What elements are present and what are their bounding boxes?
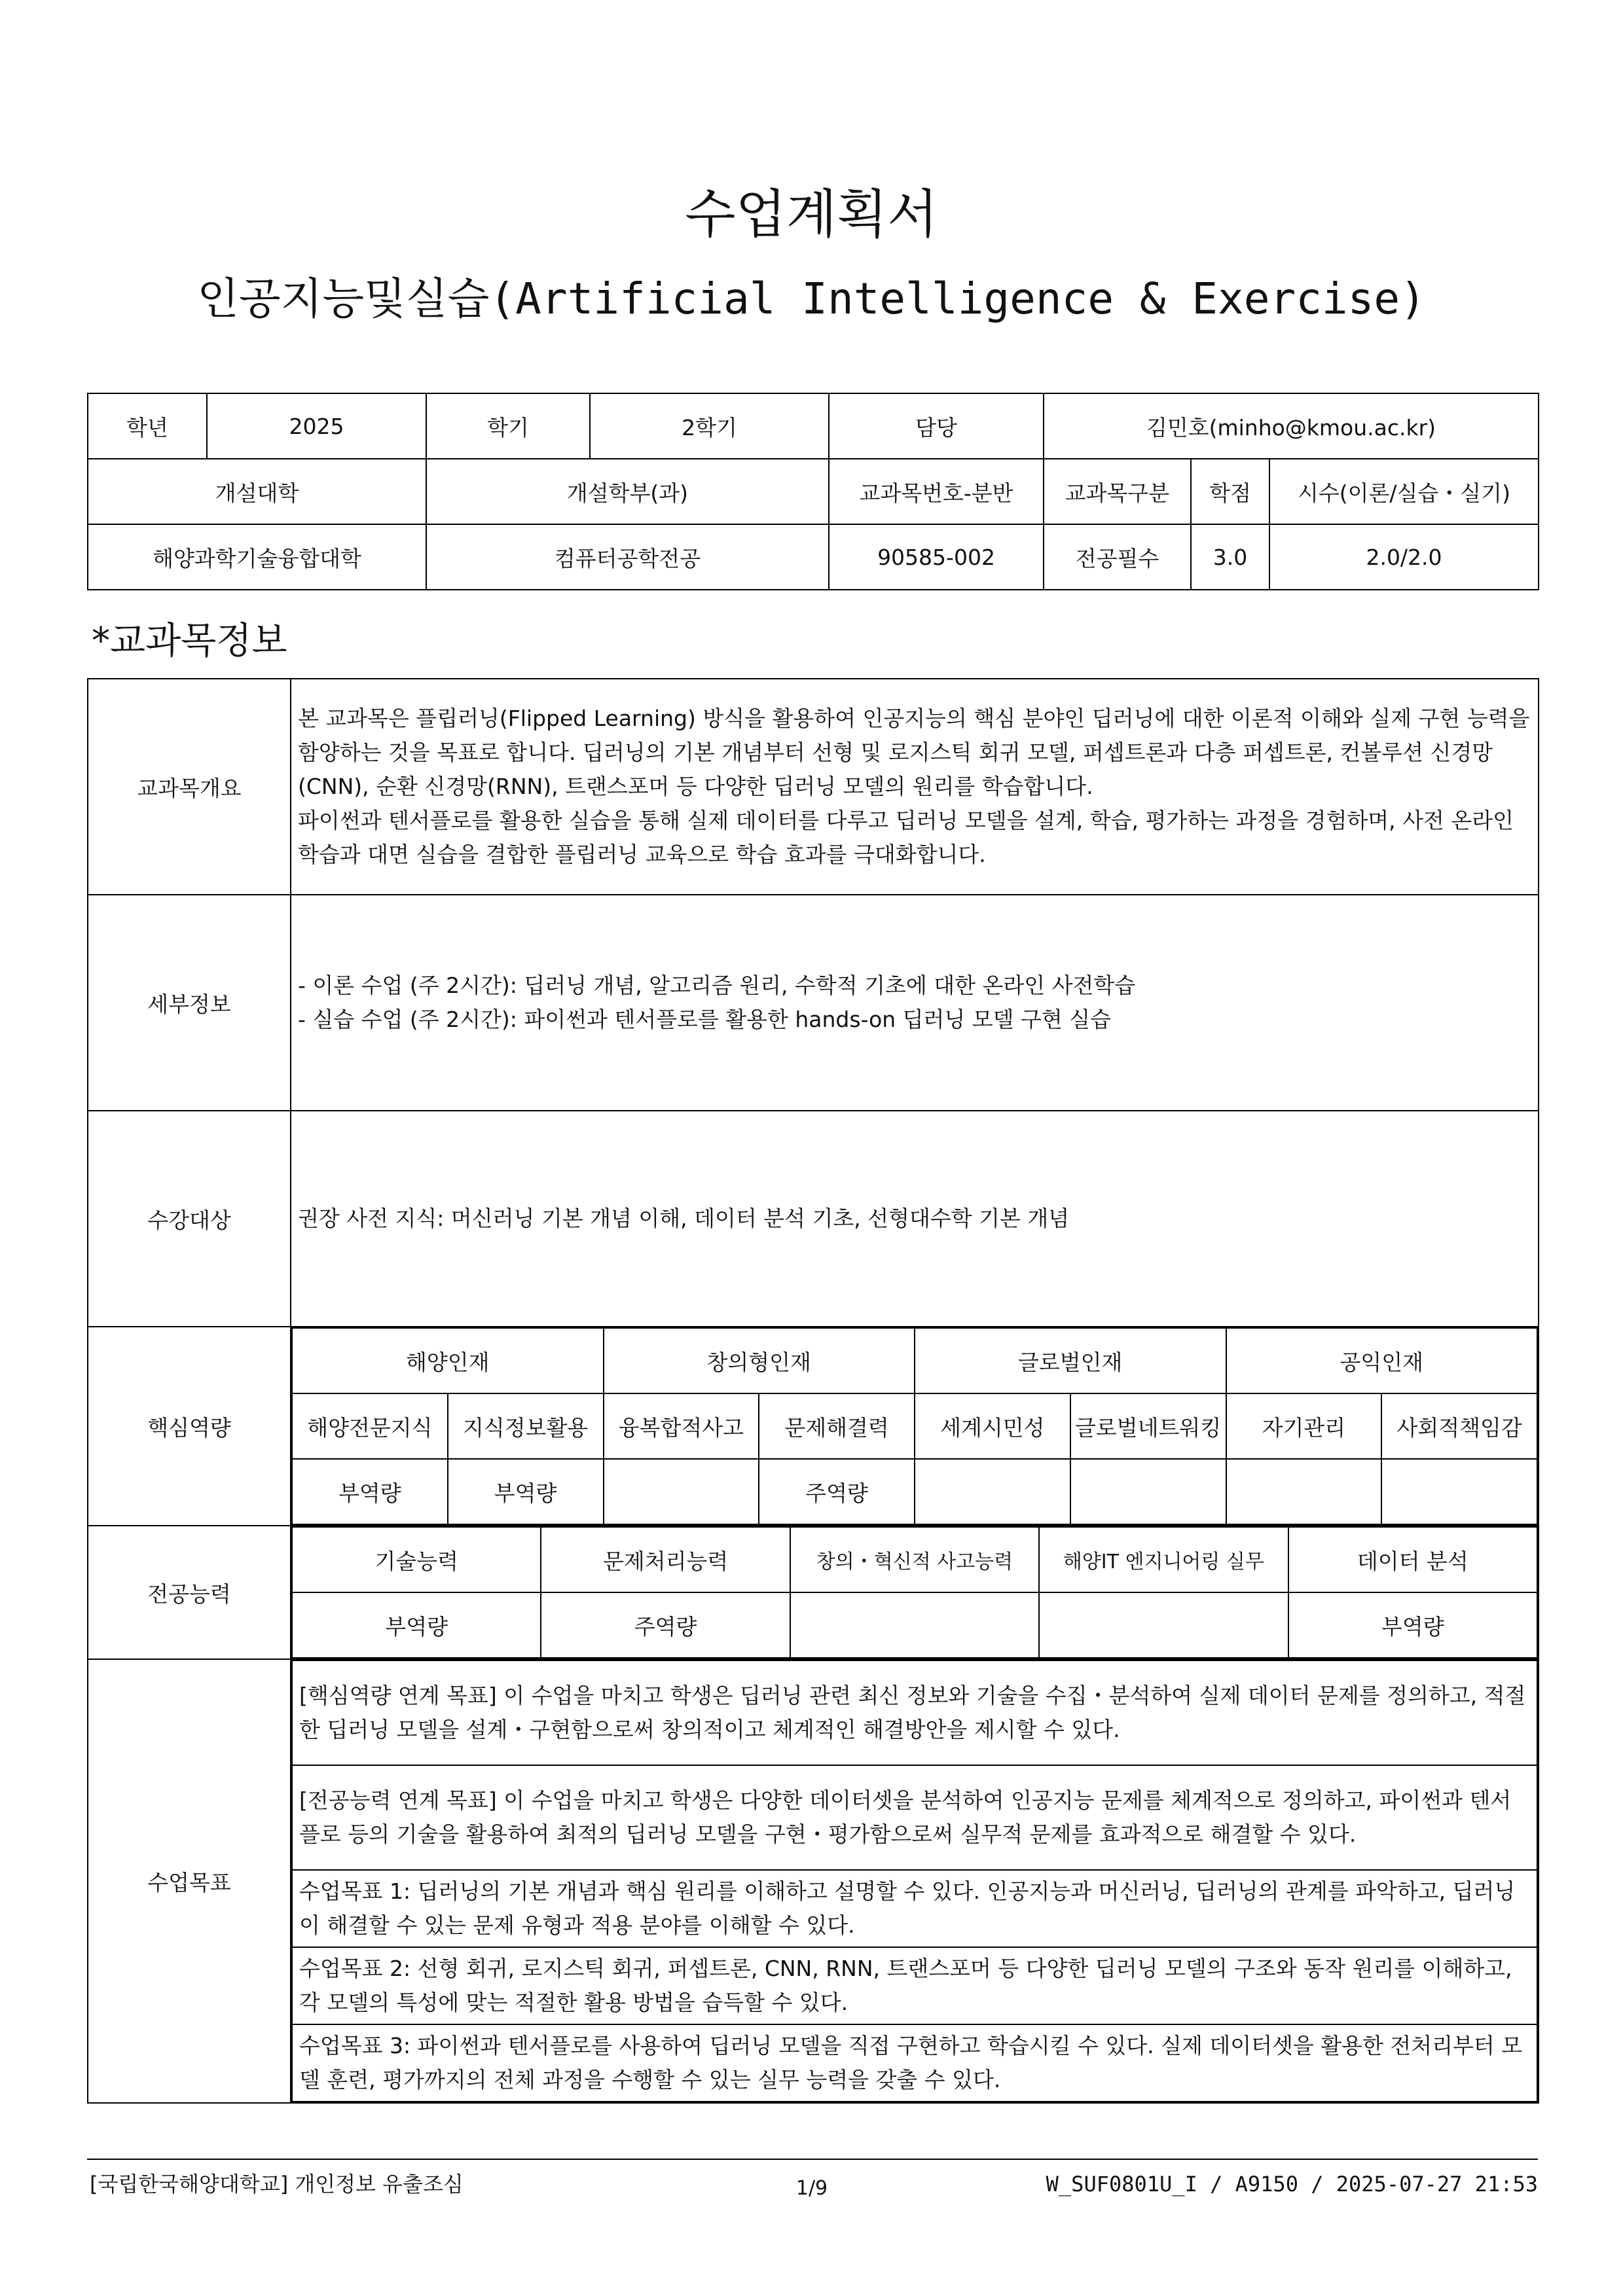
core-item: 지식정보활용 (448, 1393, 604, 1459)
major-competency-table (291, 1526, 1538, 1659)
major-competency-cell (291, 1526, 1539, 1659)
major-level: 주역량 (541, 1592, 790, 1658)
document-title: 수업계획서 (685, 184, 938, 245)
core-item: 문제해결력 (759, 1393, 915, 1459)
core-level: 부역량 (292, 1459, 448, 1524)
instructor-value: 김민호(minho@kmou.ac.kr) (1044, 393, 1539, 459)
goal-item: 수업목표 3: 파이썬과 텐서플로를 사용하여 딥러닝 모델을 직접 구현하고 학습시킬 수 있다. 실제 데이터셋을 활용한 전처리부터 모델 훈련, 평가까지의 전체 과정을 수행할 수 있는 실무 능력을 갖출 수 있다. (292, 2024, 1537, 2102)
detail-label: 세부정보 (88, 895, 291, 1111)
hours-label: 시수(이론/실습・실기) (1269, 459, 1539, 524)
code-label: 교과목번호-분반 (829, 459, 1044, 524)
goal-item: 수업목표 2: 선형 회귀, 로지스틱 회귀, 퍼셉트론, CNN, RNN, 트랜스포머 등 다양한 딥러닝 모델의 구조와 동작 원리를 이해하고, 각 모델의 특성에 맞는 적절한 활용 방법을 습득할 수 있다. (292, 1947, 1537, 2024)
section-title: *교과목정보 (92, 620, 287, 662)
footer-notice: [국립한국해양대학교] 개인정보 유출조심 (90, 2172, 464, 2197)
credit-label: 학점 (1191, 459, 1269, 524)
core-level: 부역량 (448, 1459, 604, 1524)
core-level: 주역량 (759, 1459, 915, 1524)
course-detail-table (87, 678, 1539, 2104)
course-subtitle: 인공지능및실습(Artificial Intelligence & Exercise) (197, 274, 1426, 324)
core-item: 글로벌네트워킹 (1070, 1393, 1226, 1459)
core-item: 자기관리 (1226, 1393, 1382, 1459)
major-level: 부역량 (292, 1592, 541, 1658)
major-item: 데이터 분석 (1288, 1527, 1537, 1592)
core-level (1381, 1459, 1537, 1524)
core-item: 사회적책임감 (1381, 1393, 1537, 1459)
detail-text (291, 895, 1539, 1111)
college-value: 해양과학기술융합대학 (88, 524, 426, 590)
core-level (604, 1459, 759, 1524)
overview-text (291, 679, 1539, 895)
core-level (1070, 1459, 1226, 1524)
course-info-table (87, 393, 1539, 590)
core-level (1226, 1459, 1382, 1524)
dept-value: 컴퓨터공학전공 (426, 524, 829, 590)
hours-value: 2.0/2.0 (1269, 524, 1539, 590)
major-level (790, 1592, 1039, 1658)
footer-divider (87, 2159, 1538, 2160)
core-item: 융복합적사고 (604, 1393, 759, 1459)
core-competency-table (291, 1327, 1538, 1525)
overview-paragraph-1: 본 교과목은 플립러닝(Flipped Learning) 방식을 활용하여 인공지능의 핵심 분야인 딥러닝에 대한 이론적 이해와 실제 구현 능력을 함양하는 것을 목표로 합니다. 딥러닝의 기본 개념부터 선형 및 로지스틱 회귀 모델, 퍼셉트론과 다층 퍼셉트론, 컨볼루션 신경망(CNN), 순환 신경망(RNN), 트랜스포머 등 다양한 딥러닝 모델의 원리를 학습합니다. (298, 706, 1530, 799)
instructor-label: 담당 (829, 393, 1044, 459)
goal-item: [핵심역량 연계 목표] 이 수업을 마치고 학생은 딥러닝 관련 최신 정보와 기술을 수집・분석하여 실제 데이터 문제를 정의하고, 적절한 딥러닝 모델을 설계・구현함으로써 창의적이고 체계적인 해결방안을 제시할 수 있다. (292, 1660, 1537, 1765)
category-value: 전공필수 (1044, 524, 1191, 590)
semester-label: 학기 (426, 393, 590, 459)
goals-cell (291, 1659, 1539, 2103)
dept-label: 개설학부(과) (426, 459, 829, 524)
core-group: 글로벌인재 (915, 1328, 1226, 1393)
core-level (915, 1459, 1070, 1524)
page-number: 1/9 (795, 2177, 828, 2200)
core-label: 핵심역량 (88, 1327, 291, 1526)
credit-value: 3.0 (1191, 524, 1269, 590)
major-level (1039, 1592, 1288, 1658)
core-competency-cell (291, 1327, 1539, 1526)
detail-line-2: - 실습 수업 (주 2시간): 파이썬과 텐서플로를 활용한 hands-on 딥러닝 모델 구현 실습 (298, 1007, 1112, 1032)
year-value: 2025 (207, 393, 426, 459)
goal-item: [전공능력 연계 목표] 이 수업을 마치고 학생은 다양한 데이터셋을 분석하여 인공지능 문제를 체계적으로 정의하고, 파이썬과 텐서플로 등의 기술을 활용하여 최적의 딥러닝 모델을 구현・평가함으로써 실무적 문제를 효과적으로 해결할 수 있다. (292, 1765, 1537, 1870)
major-item: 기술능력 (292, 1527, 541, 1592)
major-level: 부역량 (1288, 1592, 1537, 1658)
goals-table (291, 1660, 1538, 2102)
overview-paragraph-2: 파이썬과 텐서플로를 활용한 실습을 통해 실제 데이터를 다루고 딥러닝 모델을 설계, 학습, 평가하는 과정을 경험하며, 사전 온라인 학습과 대면 실습을 결합한 플립러닝 교육으로 학습 효과를 극대화합니다. (298, 808, 1514, 867)
year-label: 학년 (88, 393, 207, 459)
goal-item: 수업목표 1: 딥러닝의 기본 개념과 핵심 원리를 이해하고 설명할 수 있다. 인공지능과 머신러닝, 딥러닝의 관계를 파악하고, 딥러닝이 해결할 수 있는 문제 유형과 적용 분야를 이해할 수 있다. (292, 1870, 1537, 1947)
major-item: 해양IT 엔지니어링 실무 (1039, 1527, 1288, 1592)
core-group: 해양인재 (292, 1328, 604, 1393)
core-item: 해양전문지식 (292, 1393, 448, 1459)
category-label: 교과목구분 (1044, 459, 1191, 524)
overview-label: 교과목개요 (88, 679, 291, 895)
core-item: 세계시민성 (915, 1393, 1070, 1459)
semester-value: 2학기 (590, 393, 829, 459)
major-label: 전공능력 (88, 1526, 291, 1659)
major-item: 문제처리능력 (541, 1527, 790, 1592)
core-group: 창의형인재 (604, 1328, 915, 1393)
footer-doc-info: W_SUF0801U_I / A9150 / 2025-07-27 21:53 (1046, 2172, 1538, 2197)
core-group: 공익인재 (1226, 1328, 1538, 1393)
target-label: 수강대상 (88, 1111, 291, 1327)
college-label: 개설대학 (88, 459, 426, 524)
major-item: 창의・혁신적 사고능력 (790, 1527, 1039, 1592)
detail-line-1: - 이론 수업 (주 2시간): 딥러닝 개념, 알고리즘 원리, 수학적 기초에 대한 온라인 사전학습 (298, 973, 1136, 998)
target-text: 권장 사전 지식: 머신러닝 기본 개념 이해, 데이터 분석 기초, 선형대수학 기본 개념 (291, 1111, 1539, 1327)
code-value: 90585-002 (829, 524, 1044, 590)
goals-label: 수업목표 (88, 1659, 291, 2103)
